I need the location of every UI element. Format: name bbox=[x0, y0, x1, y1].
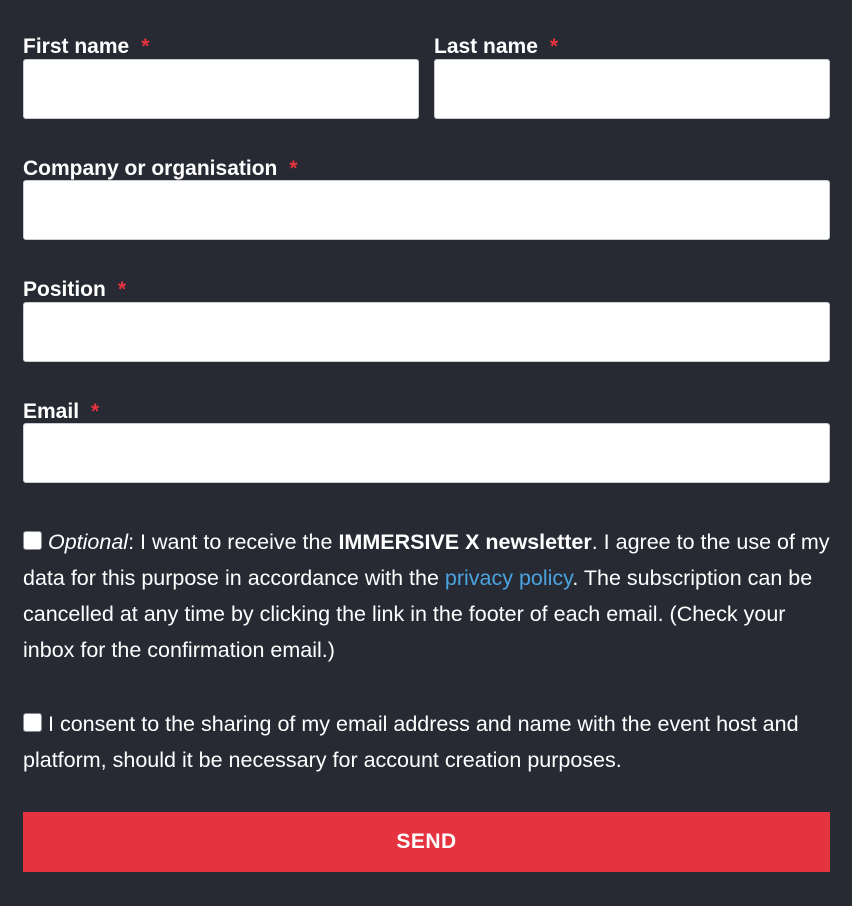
newsletter-checkbox[interactable] bbox=[23, 531, 42, 550]
privacy-policy-link[interactable]: privacy policy bbox=[444, 566, 573, 590]
required-marker: * bbox=[117, 278, 127, 301]
company-input[interactable] bbox=[23, 180, 830, 240]
first-name-input[interactable] bbox=[23, 59, 419, 119]
send-button[interactable]: SEND bbox=[23, 812, 830, 872]
position-input[interactable] bbox=[23, 302, 830, 362]
first-name-label: First name * bbox=[23, 35, 150, 58]
last-name-field bbox=[434, 35, 830, 119]
required-marker: * bbox=[141, 35, 150, 58]
optional-label: Optional bbox=[48, 530, 129, 554]
first-name-field bbox=[23, 35, 419, 119]
company-label: Company or organisation * bbox=[23, 157, 298, 180]
required-marker: * bbox=[549, 35, 559, 58]
email-field bbox=[23, 400, 830, 484]
newsletter-text-3: . The subscription can be cancelled at any time by clicking the link in the footer of each email. (Check your inbox for the confirmation email.) bbox=[23, 566, 813, 662]
position-label: Position * bbox=[23, 278, 127, 301]
newsletter-name: IMMERSIVE X newsletter bbox=[338, 530, 592, 554]
last-name-input[interactable] bbox=[434, 59, 830, 119]
company-field bbox=[23, 157, 830, 241]
sharing-consent-checkbox[interactable] bbox=[23, 713, 42, 732]
position-field bbox=[23, 278, 830, 362]
newsletter-text-2: . I agree to the use of my data for this purpose in accordance with the bbox=[23, 530, 830, 590]
email-label: Email * bbox=[23, 400, 100, 423]
sharing-consent bbox=[23, 706, 831, 778]
last-name-label: Last name * bbox=[434, 35, 559, 58]
sharing-consent-text: I consent to the sharing of my email address and name with the event host and platform, should it be necessary for account creation purposes. bbox=[23, 712, 799, 772]
email-input[interactable] bbox=[23, 423, 830, 483]
required-marker: * bbox=[91, 400, 100, 423]
newsletter-text-1: : I want to receive the bbox=[128, 530, 339, 554]
newsletter-consent bbox=[23, 524, 831, 668]
required-marker: * bbox=[289, 157, 298, 180]
